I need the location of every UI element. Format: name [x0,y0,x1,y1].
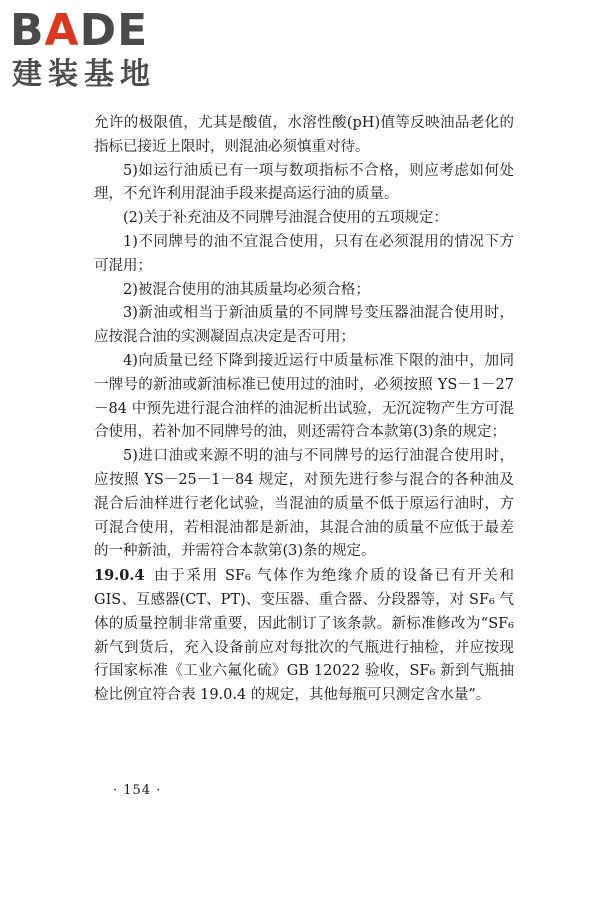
body-text [94,112,514,708]
paragraph-rule-5: 5)进口油或来源不明的油与不同牌号的运行油混合使用时，应按照 YS－25－1－84 规定，对预先进行参与混合的各种油及混合后油样进行老化试验，当混油的质量不低于原运行油时，方可混合使用，若相混油都是新油，其混合油的质量不应低于最差的一种新油，并需符合本款第(3)条的规定。 [94,448,514,560]
page-number: · 154 · [113,783,162,798]
paragraph-rule-4: 4)向质量已经下降到接近运行中质量标准下限的油中，加同一牌号的新油或新油标准已使用过的油时，必须按照 YS－1－27－84 中预先进行混合油样的油泥析出试验，无沉淀物产生方可混合使用，若补加不同牌号的油，则还需符合本款第(3)条的规定； [94,352,514,441]
section-number: 19.0.4 [94,567,145,585]
paragraph-continuation: 允许的极限值，尤其是酸值，水溶性酸(pH)值等反映油品老化的指标已接近上限时，则混油必须慎重对待。 [94,115,514,155]
logo-wordmark: BADE [10,5,149,56]
section-text: 由于采用 SF₆ 气体作为绝缘介质的设备已有开关和 GIS、互感器(CT、PT)、变压器、重合器、分段器等，对 SF₆ 气体的质量控制非常重要，因此制订了该条款。新标准修改为“SF₆ 新气到货后，充入设备前应对每批次的气瓶进行抽检，并应按现行国家标准《工业六氟化硫》GB 12022 验收，SF₆ 新到气瓶抽检比例宜符合表 19.0.4 的规定，其他每瓶可只测定含水量”。 [94,568,514,704]
paragraph-rule-2: 2)被混合使用的油其质量均必须合格； [123,281,370,298]
paragraph-rule-1: 1)不同牌号的油不宜混合使用，只有在必须混用的情况下方可混用； [94,233,514,274]
section-19-0-4 [94,564,514,708]
logo-accent-letter: A [44,5,80,56]
bade-logo [10,6,210,96]
paragraph-rules-heading: (2)关于补充油及不同牌号油混合使用的五项规定： [123,210,449,227]
paragraph-item-5-quality: 5)如运行油质已有一项与数项指标不合格，则应考虑如何处理，不允许利用混油手段来提高运行油的质量。 [94,162,514,203]
logo-subtitle: 建装基地 [12,57,156,92]
paragraph-rule-3: 3)新油或相当于新油质量的不同牌号变压器油混合使用时，应按混合油的实测凝固点决定是否可用； [94,305,514,346]
